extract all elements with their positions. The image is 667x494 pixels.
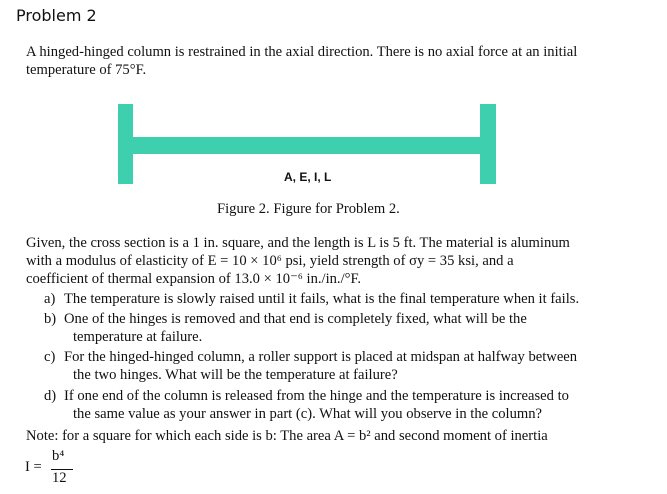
question-d-continued: the same value as your answer in part (c). What will you observe in the column? [73,406,543,422]
beam-properties-label: A, E, I, L [284,170,332,184]
question-text: One of the hinges is removed and that end is completely fixed, what will be the [64,311,527,327]
left-hinge-support [118,104,133,184]
intro-line-1: A hinged-hinged column is restrained in the axial direction. There is no axial force at an initial [26,44,578,60]
column-beam [133,137,480,154]
question-a [44,290,579,308]
given-line-2: with a modulus of elasticity of E = 10 × 10⁶ psi, yield strength of σy = 35 ksi, and a [26,253,514,269]
given-line-1: Given, the cross section is a 1 in. square, and the length is L is 5 ft. The material is aluminum [26,235,570,251]
question-text: The temperature is slowly raised until it fails, what is the final temperature when it fails. [64,291,580,307]
intro-line-2: temperature of 75°F. [26,62,147,78]
question-b-continued: temperature at failure. [73,329,203,345]
formula-numerator: b⁴ [52,448,65,464]
question-c [44,348,577,366]
right-hinge-support [480,104,496,184]
question-text: If one end of the column is released from the hinge and the temperature is increased to [64,388,569,404]
question-c-continued: the two hinges. What will be the temperature at failure? [73,367,398,383]
formula-lhs: I = [25,459,42,475]
question-d [44,387,569,405]
note-line: Note: for a square for which each side is b: The area A = b² and second moment of inertia [26,428,548,444]
question-marker: b) [44,311,57,327]
question-marker: a) [44,291,56,307]
figure-caption: Figure 2. Figure for Problem 2. [217,201,400,217]
formula-denominator: 12 [52,470,67,486]
given-line-3: coefficient of thermal expansion of 13.0 × 10⁻⁶ in./in./°F. [26,271,362,287]
question-marker: d) [44,388,57,404]
problem-heading: Problem 2 [16,6,97,25]
question-text: For the hinged-hinged column, a roller support is placed at midspan at halfway between [64,349,578,365]
question-marker: c) [44,349,56,365]
question-b [44,310,527,328]
